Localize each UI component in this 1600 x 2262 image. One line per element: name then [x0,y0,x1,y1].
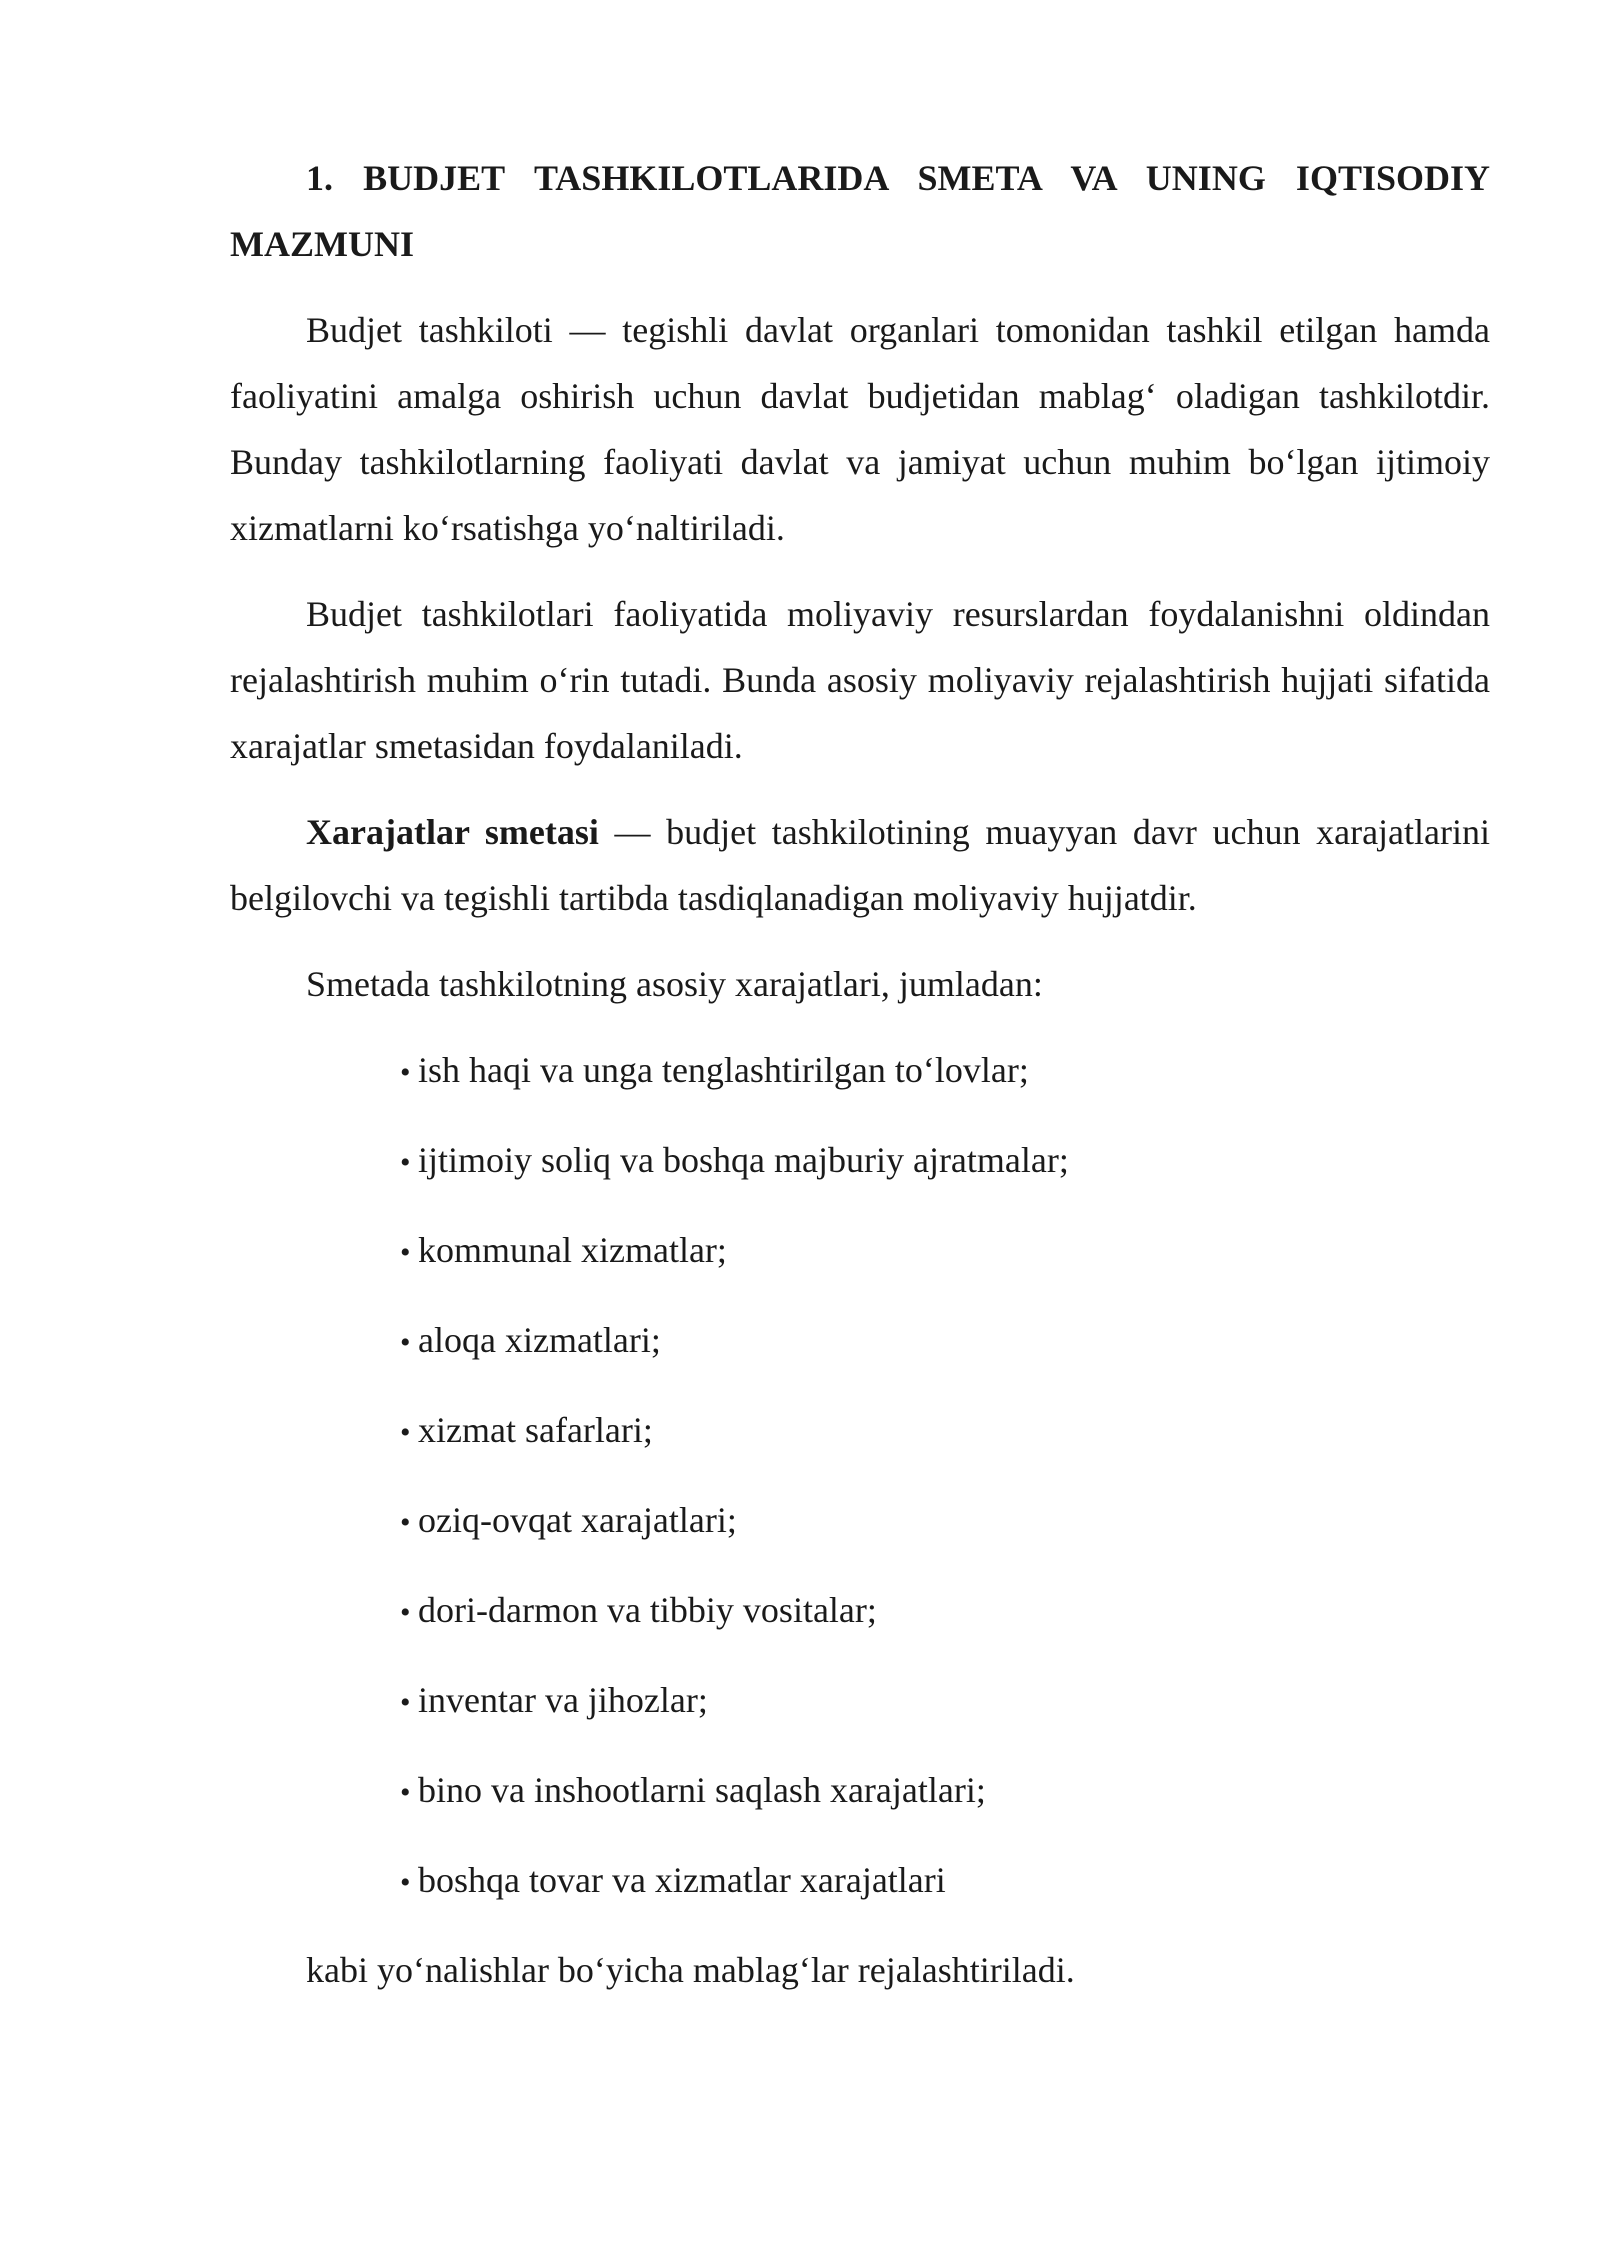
expense-list [230,1037,1490,1916]
closing-sentence: kabi yo‘nalishlar bo‘yicha mablag‘lar rejalashtiriladi. [306,1950,1075,1990]
list-item-text: ijtimoiy soliq va boshqa majburiy ajratmalar; [418,1140,1069,1180]
bullet-icon: • [400,1596,411,1629]
document-body [230,145,1490,2003]
list-item-text: dori-darmon va tibbiy vositalar; [418,1590,877,1630]
bullet-icon: • [400,1056,411,1089]
bullet-icon: • [400,1506,411,1539]
list-item [400,1037,1490,1106]
list-item-text: xizmat safarlari; [418,1410,653,1450]
list-item [400,1847,1490,1916]
list-item [400,1757,1490,1826]
list-item-text: inventar va jihozlar; [418,1680,708,1720]
paragraph-budget-organization: Budjet tashkiloti — tegishli davlat organlari tomonidan tashkil etilgan hamda faoliyatini amalga oshirish uchun davlat budjetidan mablag‘ oladigan tashkilotdir. Bunday tashkilotlarning faoliyati davlat va jamiyat uchun muhim bo‘lgan ijtimoiy xizmatlarni ko‘rsatishga yo‘naltiriladi. [230,310,1490,548]
definition-term: Xarajatlar smetasi [306,812,599,852]
definition-text: — budjet tashkilotining muayyan davr uchun xarajatlarini belgilovchi va tegishli tartibda tasdiqlanadigan moliyaviy hujjatdir. [230,812,1490,918]
list-item-text: kommunal xizmatlar; [418,1230,727,1270]
list-item [400,1667,1490,1736]
bullet-icon: • [400,1686,411,1719]
bullet-icon: • [400,1146,411,1179]
list-item [400,1487,1490,1556]
list-item-text: aloqa xizmatlari; [418,1320,661,1360]
paragraph-financial-planning: Budjet tashkilotlari faoliyatida moliyaviy resurslardan foydalanishni oldindan rejalashtirish muhim o‘rin tutadi. Bunda asosiy moliyaviy rejalashtirish hujjati sifatida xarajatlar smetasidan foydalaniladi. [230,594,1490,766]
bullet-icon: • [400,1776,411,1809]
list-item-text: oziq-ovqat xarajatlari; [418,1500,737,1540]
list-item-text: bino va inshootlarni saqlash xarajatlari; [418,1770,986,1810]
bullet-icon: • [400,1866,411,1899]
list-item [400,1127,1490,1196]
bullet-icon: • [400,1236,411,1269]
section-heading: 1. BUDJET TASHKILOTLARIDA SMETA VA UNING IQTISODIY MAZMUNI [230,158,1490,264]
list-intro: Smetada tashkilotning asosiy xarajatlari, jumladan: [306,964,1043,1004]
list-item [400,1217,1490,1286]
list-item-text: ish haqi va unga tenglashtirilgan to‘lovlar; [418,1050,1029,1090]
list-item [400,1397,1490,1466]
list-item-text: boshqa tovar va xizmatlar xarajatlari [418,1860,946,1900]
paragraph-definition [230,799,1490,931]
bullet-icon: • [400,1416,411,1449]
list-item [400,1577,1490,1646]
bullet-icon: • [400,1326,411,1359]
list-item [400,1307,1490,1376]
